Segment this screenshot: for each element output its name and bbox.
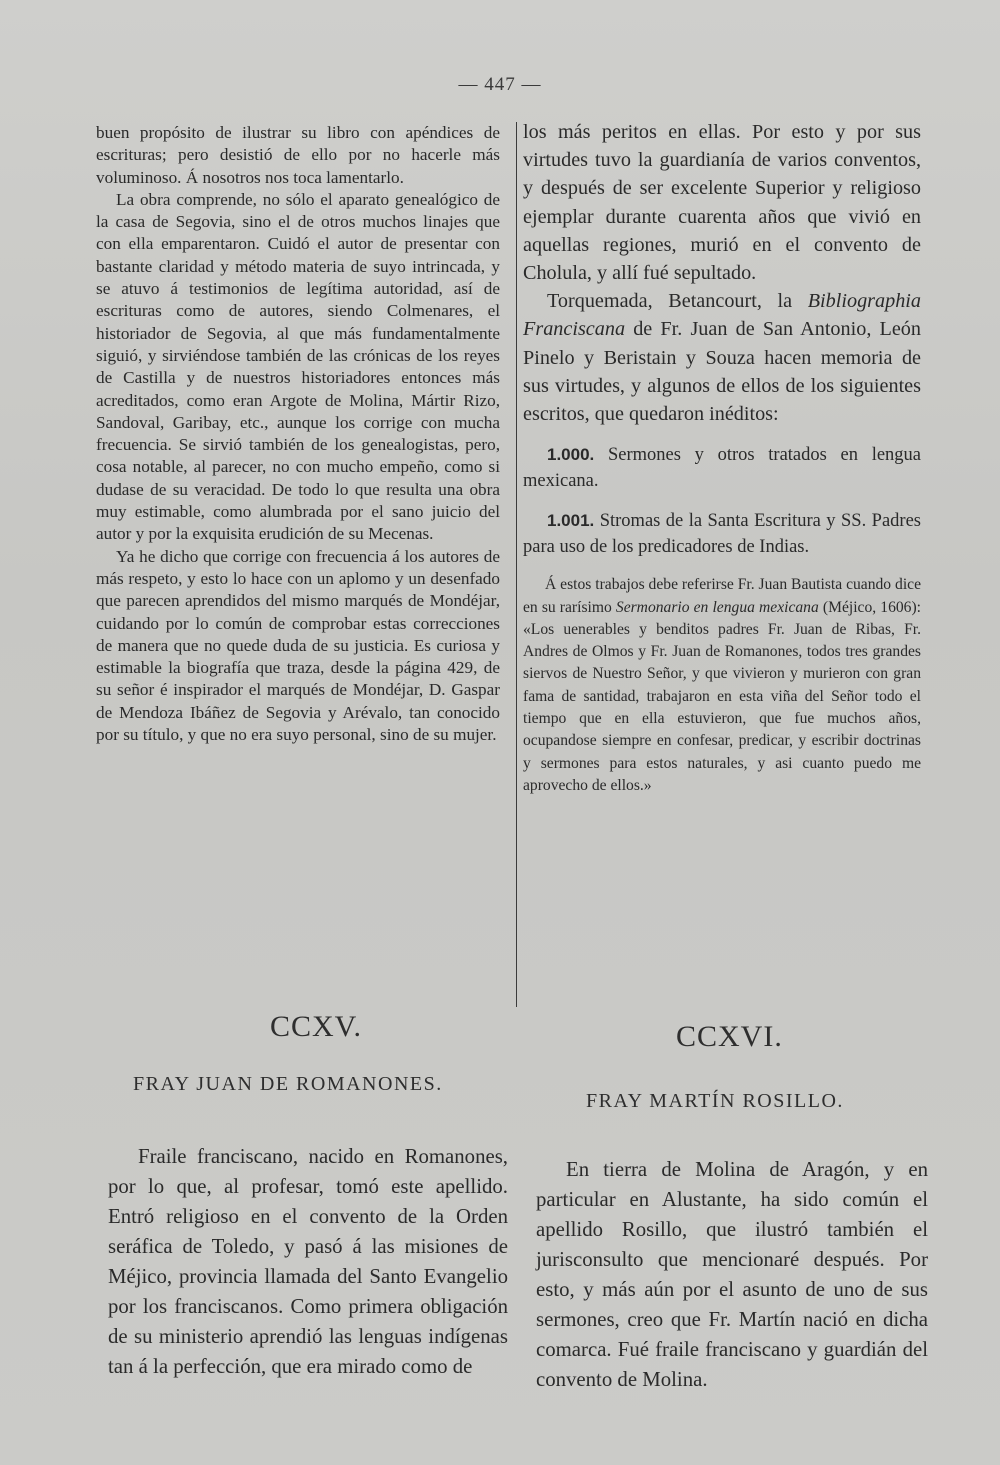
- entry-number: 1.000.: [547, 445, 595, 465]
- entry-number: 1.001.: [547, 511, 595, 531]
- column-divider: [516, 122, 517, 1007]
- catalog-entry: [523, 442, 921, 494]
- section-heading: FRAY JUAN DE ROMANONES.: [133, 1073, 443, 1095]
- paragraph: La obra comprende, no sólo el aparato genealógico de la casa de Segovia, sino el de otros muchos linajes que con ella emparentaron. Cuidó el autor de presentar con bastante claridad y método materia de suyo intrincada, y se atuvo á testimonios de legítima autoridad, así de escrituras como de autores, siendo Colmenares, el historiador de Segovia, al que más fundamentalmente siguió, y sirviéndose también de las crónicas de los reyes de Castilla y de nuestros historiadores entonces más acreditados, como eran Argote de Molina, Mártir Rizo, Sandoval, Garibay, etc., aunque los corrige con mucha frecuencia. Se sirvió también de los genealogistas, pero, cosa notable, al parecer, no con mucho empeño, como si dudase de su veracidad. De todo lo que resulta una obra muy estimable, como alumbrada por el sano juicio del autor y por la exquisita erudición de su Mecenas.: [96, 189, 500, 544]
- italic-title: Bibliographia Franciscana: [523, 290, 921, 341]
- note-paragraph: Á estos trabajos debe referirse Fr. Juan Bautista cuando dice en su rarísimo Sermonario en lengua mexicana (Méjico, 1606): «Los uenerables y benditos padres Fr. Juan de Ribas, Fr. Andres de Olmos y Fr. Juan de Romanones, todos tres grandes siervos de Nuestro Señor, y que vivieron y murieron con gran fama de santidad, trabajaron en esta viña del Señor todo el tiempo que en ella estuvieron, que fue muchos años, ocupandose siempre en confesar, predicar, y escribir doctrinas y sermones para estos naturales, y asi cuanto puedo me aprovecho de ellos.»: [523, 576, 921, 794]
- section-numeral: CCXVI.: [676, 1020, 783, 1053]
- paragraph: Torquemada, Betancourt, la Bibliographia Franciscana de Fr. Juan de San Antonio, León Pinelo y Beristain y Souza hacen memoria de sus virtudes, y algunos de ellos de los siguientes escritos, que quedaron inéditos:: [523, 290, 921, 426]
- entry-text: Stromas de la Santa Escritura y SS. Padres para uso de los predicadores de Indias.: [523, 511, 921, 558]
- section-body: En tierra de Molina de Aragón, y en particular en Alustante, ha sido común el apellido Rosillo, que ilustró también el jurisconsulto que mencionaré después. Por esto, y más aún por el asunto de uno de sus sermones, creo que Fr. Martín nació en dicha comarca. Fué fraile franciscano y guardián del convento de Molina.: [536, 1158, 928, 1391]
- paragraph: buen propósito de ilustrar su libro con apéndices de escrituras; pero desistió de ello por no hacerle más voluminoso. Á nosotros nos toca lamentarlo.: [96, 123, 500, 187]
- page-number: — 447 —: [458, 74, 542, 95]
- section-numeral: CCXV.: [270, 1010, 362, 1043]
- section-body: Fraile franciscano, nacido en Romanones, por lo que, al profesar, tomó este apellido. Entró religioso en el convento de la Orden seráfica de Toledo, y pasó á las misiones de Méjico, provincia llamada del Santo Evangelio por los franciscanos. Como primera obligación de su ministerio aprendió las lenguas indígenas tan á la perfección, que era mirado como de: [108, 1145, 508, 1378]
- left-column-text: [96, 122, 500, 746]
- right-column-text: [523, 118, 921, 797]
- paragraph: los más peritos en ellas. Por esto y por sus virtudes tuvo la guardianía de varios conventos, y después de ser excelente Superior y religioso ejemplar durante cuarenta años que vivió en aquellas regiones, murió en el convento de Cholula, y allí fué sepultado.: [523, 121, 921, 285]
- paragraph: Ya he dicho que corrige con frecuencia á los autores de más respeto, y esto lo hace con un aplomo y un desenfado que parecen aprendidos del mismo marqués de Mondéjar, cuidando por lo común de comprobar estas correcciones de manera que no quede duda de su justicia. Es curiosa y estimable la biografía que traza, desde la página 429, de su señor é inspirador el marqués de Mondéjar, D. Gaspar de Mendoza Ibáñez de Segovia y Arévalo, tan conocido por su título, y que no era suyo personal, sino de su mujer.: [96, 546, 500, 745]
- catalog-entry: [523, 508, 921, 560]
- section-heading: FRAY MARTÍN ROSILLO.: [586, 1090, 844, 1112]
- entry-text: Sermones y otros tratados en lengua mexicana.: [523, 445, 922, 492]
- italic-title: Sermonario en lengua mexicana: [615, 598, 819, 616]
